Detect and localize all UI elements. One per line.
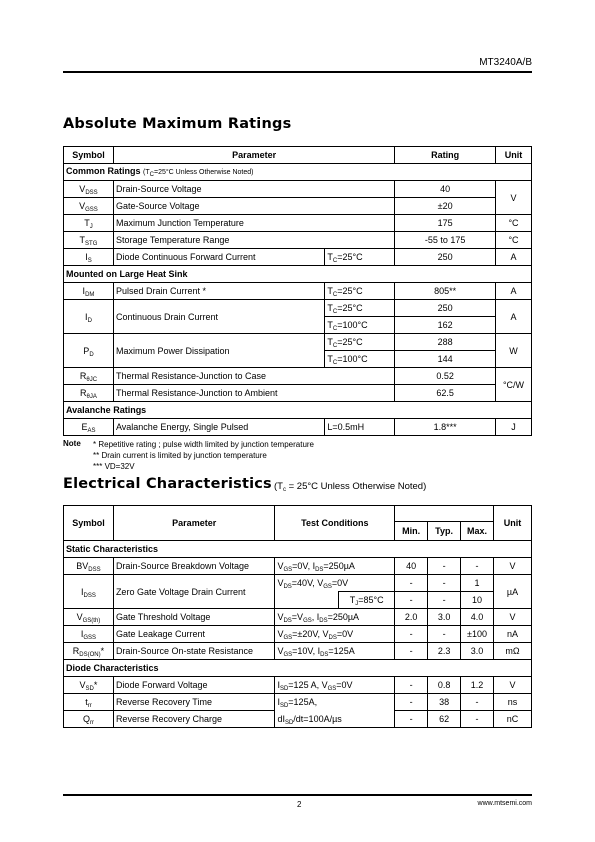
parameter-cell: Thermal Resistance-Junction to Ambient — [113, 385, 394, 402]
table-row — [64, 558, 532, 575]
rating-cell: 175 — [395, 215, 496, 232]
typ-cell: - — [428, 558, 461, 575]
col-rating: Rating — [395, 147, 496, 164]
rating-cell: -55 to 175 — [395, 232, 496, 249]
unit-cell: J — [496, 419, 532, 436]
table-row — [64, 643, 532, 660]
section-row — [64, 541, 532, 558]
table-row — [64, 368, 532, 385]
rating-cell: 250 — [395, 249, 496, 266]
parameter-cell: Diode Continuous Forward Current — [113, 249, 324, 266]
static-characteristics-label: Static Characteristics — [64, 541, 532, 558]
min-cell: - — [395, 711, 428, 728]
absolute-max-ratings-table — [63, 146, 532, 436]
parameter-cell: Gate-Source Voltage — [113, 198, 394, 215]
condition-cell: $T_C=25^\circ C$ — [325, 300, 395, 317]
condition-cell: L=0.5mH — [325, 419, 395, 436]
test-condition-cell: $V_{GS}=10V$, $I_{DS}=125A$ — [275, 643, 395, 660]
typ-cell: 62 — [428, 711, 461, 728]
page-number: 2 — [297, 800, 302, 809]
min-cell: - — [395, 694, 428, 711]
parameter-cell: Pulsed Drain Current * — [113, 283, 324, 300]
col-symbol: Symbol — [64, 147, 114, 164]
table-row — [64, 677, 532, 694]
symbol-cell: $V_{SD}*$ — [64, 677, 114, 694]
diode-characteristics-label: Diode Characteristics — [64, 660, 532, 677]
symbol-cell: $E_{AS}$ — [64, 419, 114, 436]
col-unit: Unit — [494, 506, 532, 541]
symbol-cell: $V_{DSS}$ — [64, 181, 114, 198]
table-row — [64, 334, 532, 351]
test-condition-cell: $I_{SD}=125A$, — [275, 694, 395, 711]
max-cell: 10 — [461, 592, 494, 609]
rating-cell: ±20 — [395, 198, 496, 215]
max-cell: 1.2 — [461, 677, 494, 694]
table-row — [64, 575, 532, 592]
symbol-cell: $P_D$ — [64, 334, 114, 368]
absolute-max-ratings-title: Absolute Maximum Ratings — [63, 116, 292, 132]
footer-url: www.mtsemi.com — [477, 800, 532, 807]
heat-sink-label: Mounted on Large Heat Sink — [64, 266, 532, 283]
symbol-cell: $T_J$ — [64, 215, 114, 232]
table-row — [64, 626, 532, 643]
col-max: Max. — [461, 522, 494, 541]
symbol-cell: $R_{DS(ON)}*$ — [64, 643, 114, 660]
col-test-conditions: Test Conditions — [275, 506, 395, 541]
unit-cell: °C — [496, 232, 532, 249]
parameter-cell: Maximum Junction Temperature — [113, 215, 394, 232]
col-symbol: Symbol — [64, 506, 114, 541]
condition-cell: $T_C=100^\circ C$ — [325, 351, 395, 368]
test-condition-cell: $T_J=85^\circ C$ — [339, 592, 395, 609]
parameter-cell: Maximum Power Dissipation — [113, 334, 324, 368]
rating-cell: 144 — [395, 351, 496, 368]
max-cell: 3.0 — [461, 643, 494, 660]
table-row — [64, 232, 532, 249]
rating-cell: 162 — [395, 317, 496, 334]
test-condition-cell: $V_{GS}=\pm 20V$, $V_{DS}=0V$ — [275, 626, 395, 643]
table-row — [64, 198, 532, 215]
symbol-cell: $Q_{rr}$ — [64, 711, 114, 728]
table-row — [64, 419, 532, 436]
parameter-cell: Drain-Source Breakdown Voltage — [113, 558, 275, 575]
parameter-cell: Reverse Recovery Charge — [113, 711, 275, 728]
symbol-cell: $BV_{DSS}$ — [64, 558, 114, 575]
part-number: MT3240A/B — [479, 57, 532, 68]
parameter-cell: Drain-Source On-state Resistance — [113, 643, 275, 660]
symbol-cell: $I_{DSS}$ — [64, 575, 114, 609]
table-row — [64, 249, 532, 266]
unit-cell: V — [494, 677, 532, 694]
parameter-cell: Gate Threshold Voltage — [113, 609, 275, 626]
unit-cell: ns — [494, 694, 532, 711]
parameter-cell: Diode Forward Voltage — [113, 677, 275, 694]
unit-cell: A — [496, 249, 532, 266]
rating-cell: 0.52 — [395, 368, 496, 385]
min-cell: - — [395, 643, 428, 660]
symbol-cell: $V_{GSS}$ — [64, 198, 114, 215]
typ-cell: - — [428, 626, 461, 643]
table-row — [64, 694, 532, 711]
max-cell: - — [461, 694, 494, 711]
unit-cell: nC — [494, 711, 532, 728]
test-condition-cell: $dI_{SD}/dt=100A/\mu s$ — [275, 711, 395, 728]
symbol-cell: $t_{rr}$ — [64, 694, 114, 711]
condition-cell: $T_C=25^\circ C$ — [325, 249, 395, 266]
table-header-row — [64, 506, 532, 522]
parameter-cell: Continuous Drain Current — [113, 300, 324, 334]
test-condition-cell: $V_{DS}=40V$, $V_{GS}=0V$ — [275, 575, 395, 592]
condition-cell: $T_C=25^\circ C$ — [325, 283, 395, 300]
table-header-row — [64, 147, 532, 164]
col-unit: Unit — [496, 147, 532, 164]
col-value-group — [395, 506, 494, 522]
col-typ: Typ. — [428, 522, 461, 541]
avalanche-label: Avalanche Ratings — [64, 402, 532, 419]
symbol-cell: $R_{\theta JC}$ — [64, 368, 114, 385]
parameter-cell: Storage Temperature Range — [113, 232, 394, 249]
electrical-characteristics-table — [63, 505, 532, 728]
typ-cell: 0.8 — [428, 677, 461, 694]
unit-cell: V — [496, 181, 532, 215]
symbol-cell: $I_S$ — [64, 249, 114, 266]
min-cell: - — [395, 575, 428, 592]
section-row — [64, 266, 532, 283]
unit-cell: A — [496, 300, 532, 334]
electrical-characteristics-title: Electrical Characteristics — [63, 476, 272, 492]
rating-cell: 40 — [395, 181, 496, 198]
symbol-cell: $T_{STG}$ — [64, 232, 114, 249]
test-condition-cell: $I_{SD}=125$ A, $V_{GS}=0V$ — [275, 677, 395, 694]
col-min: Min. — [395, 522, 428, 541]
rating-cell: 250 — [395, 300, 496, 317]
symbol-cell: $I_D$ — [64, 300, 114, 334]
typ-cell: 2.3 — [428, 643, 461, 660]
table-row — [64, 385, 532, 402]
unit-cell: nA — [494, 626, 532, 643]
parameter-cell: Gate Leakage Current — [113, 626, 275, 643]
typ-cell: 38 — [428, 694, 461, 711]
condition-cell: $T_C=100^\circ C$ — [325, 317, 395, 334]
unit-cell: W — [496, 334, 532, 368]
max-cell: - — [461, 558, 494, 575]
table-row — [64, 181, 532, 198]
max-cell: ±100 — [461, 626, 494, 643]
parameter-cell: Drain-Source Voltage — [113, 181, 394, 198]
table-row — [64, 609, 532, 626]
min-cell: 2.0 — [395, 609, 428, 626]
typ-cell: - — [428, 592, 461, 609]
header-rule — [63, 71, 532, 73]
min-cell: - — [395, 677, 428, 694]
min-cell: - — [395, 626, 428, 643]
symbol-cell: $R_{\theta JA}$ — [64, 385, 114, 402]
parameter-cell: Reverse Recovery Time — [113, 694, 275, 711]
test-condition-cell: $V_{GS}=0V$, $I_{DS}=250\mu A$ — [275, 558, 395, 575]
parameter-cell: Thermal Resistance-Junction to Case — [113, 368, 394, 385]
typ-cell: - — [428, 575, 461, 592]
col-parameter: Parameter — [113, 506, 275, 541]
rating-cell: 288 — [395, 334, 496, 351]
table-row — [64, 215, 532, 232]
note-label: Note — [63, 439, 81, 448]
max-cell: 1 — [461, 575, 494, 592]
min-cell: - — [395, 592, 428, 609]
col-parameter: Parameter — [113, 147, 394, 164]
condition-cell: $T_C=25^\circ C$ — [325, 334, 395, 351]
table-row — [64, 300, 532, 317]
symbol-cell: $I_{DM}$ — [64, 283, 114, 300]
unit-cell: A — [496, 283, 532, 300]
note-line: * Repetitive rating ; pulse width limited by junction temperature — [93, 440, 314, 449]
unit-cell: °C — [496, 215, 532, 232]
symbol-cell: $V_{GS(th)}$ — [64, 609, 114, 626]
unit-cell: µA — [494, 575, 532, 609]
symbol-cell: $I_{GSS}$ — [64, 626, 114, 643]
unit-cell: °C/W — [496, 368, 532, 402]
note-line: ** Drain current is limited by junction temperature — [93, 451, 267, 460]
rating-cell: 62.5 — [395, 385, 496, 402]
footer-rule — [63, 794, 532, 796]
min-cell: 40 — [395, 558, 428, 575]
typ-cell: 3.0 — [428, 609, 461, 626]
test-condition-spacer — [275, 592, 339, 609]
parameter-cell: Zero Gate Voltage Drain Current — [113, 575, 275, 609]
unit-cell: V — [494, 609, 532, 626]
electrical-characteristics-subtitle: ($T_c = 25^\circ C$ Unless Otherwise Noted) — [274, 481, 427, 493]
note-line: *** VD=32V — [93, 462, 135, 471]
max-cell: - — [461, 711, 494, 728]
section-row — [64, 660, 532, 677]
rating-cell: 805** — [395, 283, 496, 300]
max-cell: 4.0 — [461, 609, 494, 626]
section-row — [64, 164, 532, 181]
table-row — [64, 283, 532, 300]
rating-cell: 1.8*** — [395, 419, 496, 436]
unit-cell: mΩ — [494, 643, 532, 660]
table-row — [64, 711, 532, 728]
test-condition-cell: $V_{DS}=V_{GS}$, $I_{DS}=250\mu A$ — [275, 609, 395, 626]
section-row — [64, 402, 532, 419]
unit-cell: V — [494, 558, 532, 575]
parameter-cell: Avalanche Energy, Single Pulsed — [113, 419, 324, 436]
common-ratings-label: Common Ratings ($T_C=25^\circ C$ Unless Otherwise Noted) — [64, 164, 532, 181]
